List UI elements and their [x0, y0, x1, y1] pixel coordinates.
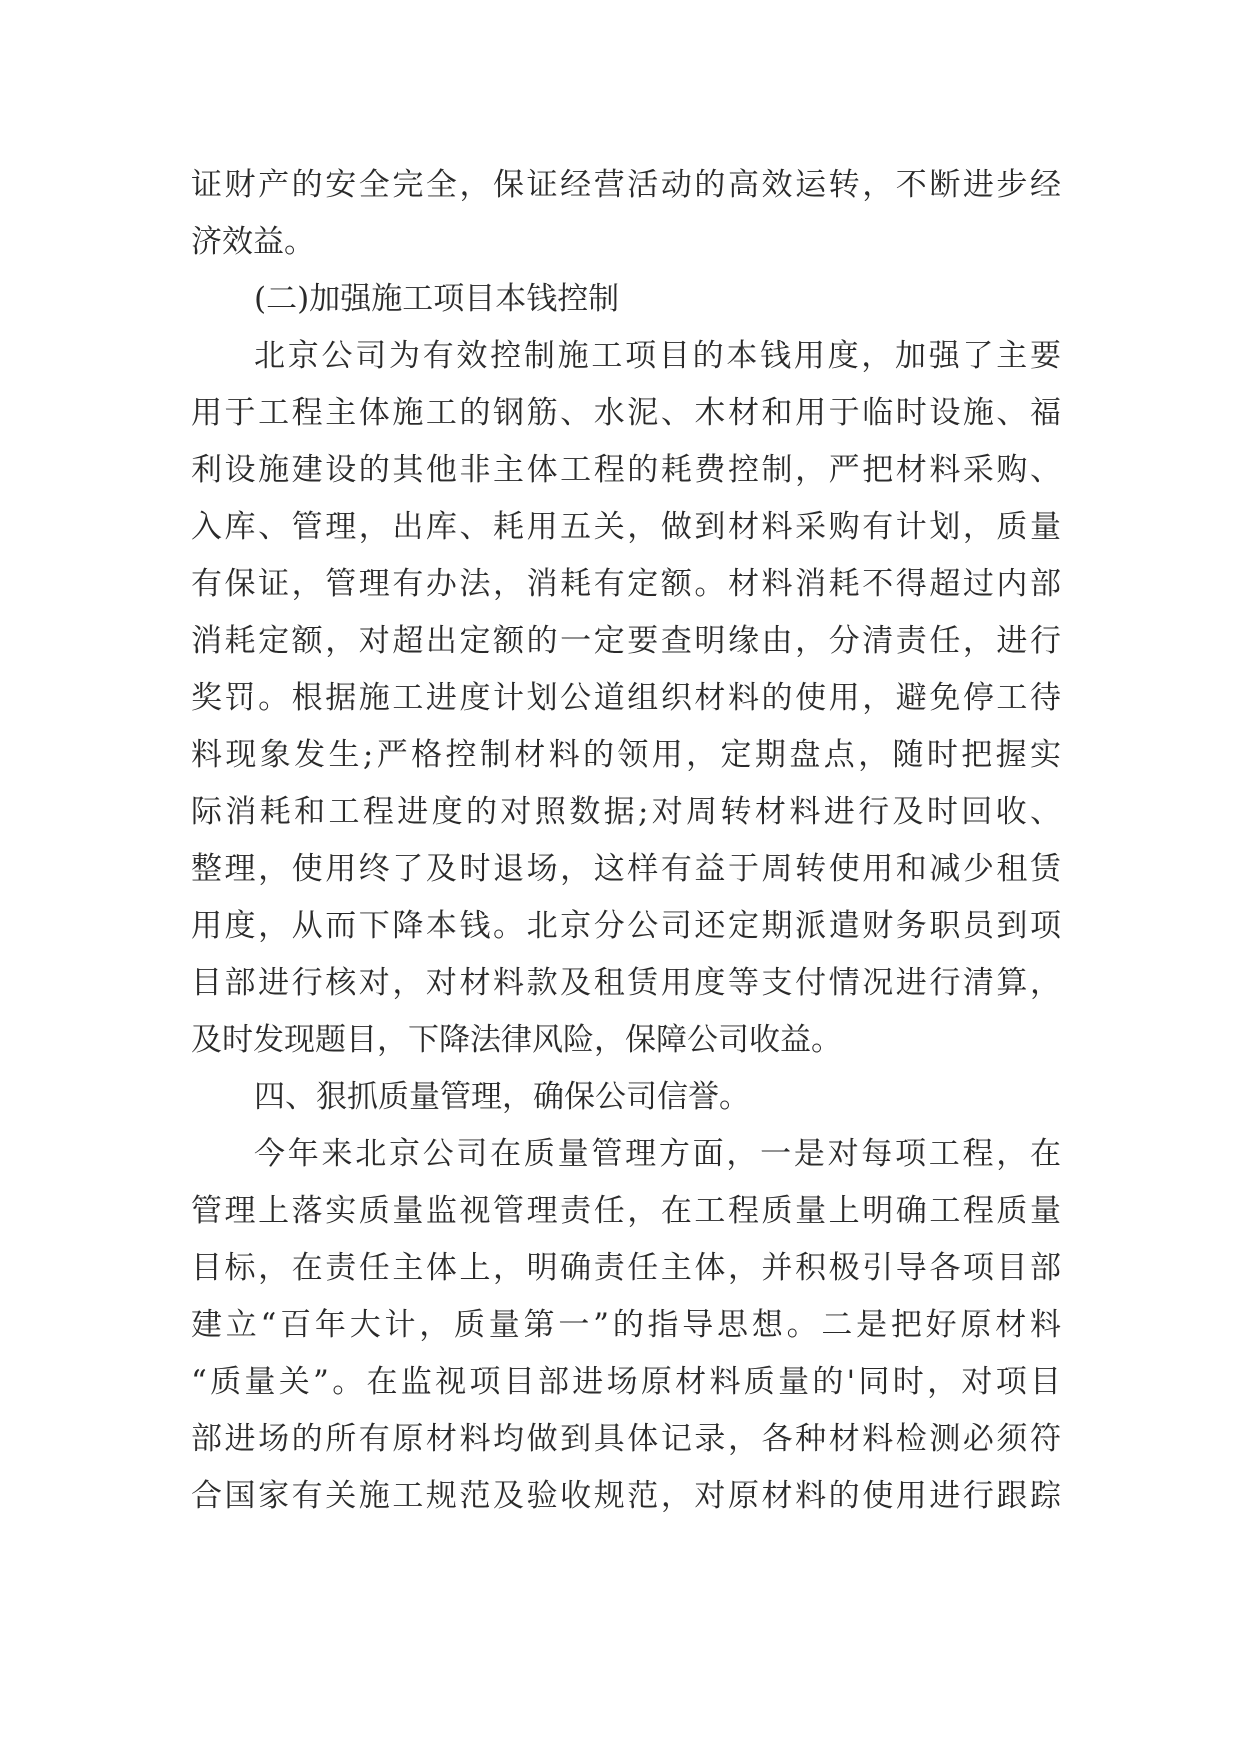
- body-text-line: 奖罚。根据施工进度计划公道组织材料的使用，避免停工待: [191, 680, 1061, 716]
- body-text-line: 料现象发生;严格控制材料的领用，定期盘点，随时把握实: [191, 737, 1061, 773]
- body-text-line: 管理上落实质量监视管理责任，在工程质量上明确工程质量: [191, 1193, 1061, 1229]
- body-text-line: 利设施建设的其他非主体工程的耗费控制，严把材料采购、: [191, 452, 1061, 488]
- body-text-line: 目标，在责任主体上，明确责任主体，并积极引导各项目部: [191, 1250, 1061, 1286]
- body-text-line: 济效益。: [191, 224, 315, 260]
- body-text-line: 整理，使用终了及时退场，这样有益于周转使用和减少租赁: [191, 851, 1061, 887]
- body-text-line: 建立“百年大计，质量第一”的指导思想。二是把好原材料: [191, 1307, 1061, 1343]
- body-text-line: 用于工程主体施工的钢筋、水泥、木材和用于临时设施、福: [191, 395, 1061, 431]
- body-text-line: 合国家有关施工规范及验收规范，对原材料的使用进行跟踪: [191, 1478, 1061, 1514]
- body-text-line: “质量关”。在监视项目部进场原材料质量的'同时，对项目: [191, 1364, 1061, 1400]
- section-heading: (二)加强施工项目本钱控制: [254, 281, 620, 317]
- body-text-line: 北京公司为有效控制施工项目的本钱用度，加强了主要: [254, 338, 1061, 374]
- body-text-line: 消耗定额，对超出定额的一定要查明缘由，分清责任，进行: [191, 623, 1061, 659]
- body-text-line: 有保证，管理有办法，消耗有定额。材料消耗不得超过内部: [191, 566, 1061, 602]
- body-text-line: 入库、管理，出库、耗用五关，做到材料采购有计划，质量: [191, 509, 1061, 545]
- section-heading: 四、狠抓质量管理，确保公司信誉。: [254, 1079, 750, 1115]
- body-text-line: 及时发现题目，下降法律风险，保障公司收益。: [191, 1022, 842, 1058]
- body-text-line: 用度，从而下降本钱。北京分公司还定期派遣财务职员到项: [191, 908, 1061, 944]
- body-text-line: 部进场的所有原材料均做到具体记录，各种材料检测必须符: [191, 1421, 1061, 1457]
- body-text-line: 今年来北京公司在质量管理方面，一是对每项工程，在: [254, 1136, 1061, 1172]
- body-text-line: 目部进行核对，对材料款及租赁用度等支付情况进行清算，: [191, 965, 1061, 1001]
- body-text-line: 证财产的安全完全，保证经营活动的高效运转，不断进步经: [191, 167, 1061, 203]
- body-text-line: 际消耗和工程进度的对照数据;对周转材料进行及时回收、: [191, 794, 1061, 830]
